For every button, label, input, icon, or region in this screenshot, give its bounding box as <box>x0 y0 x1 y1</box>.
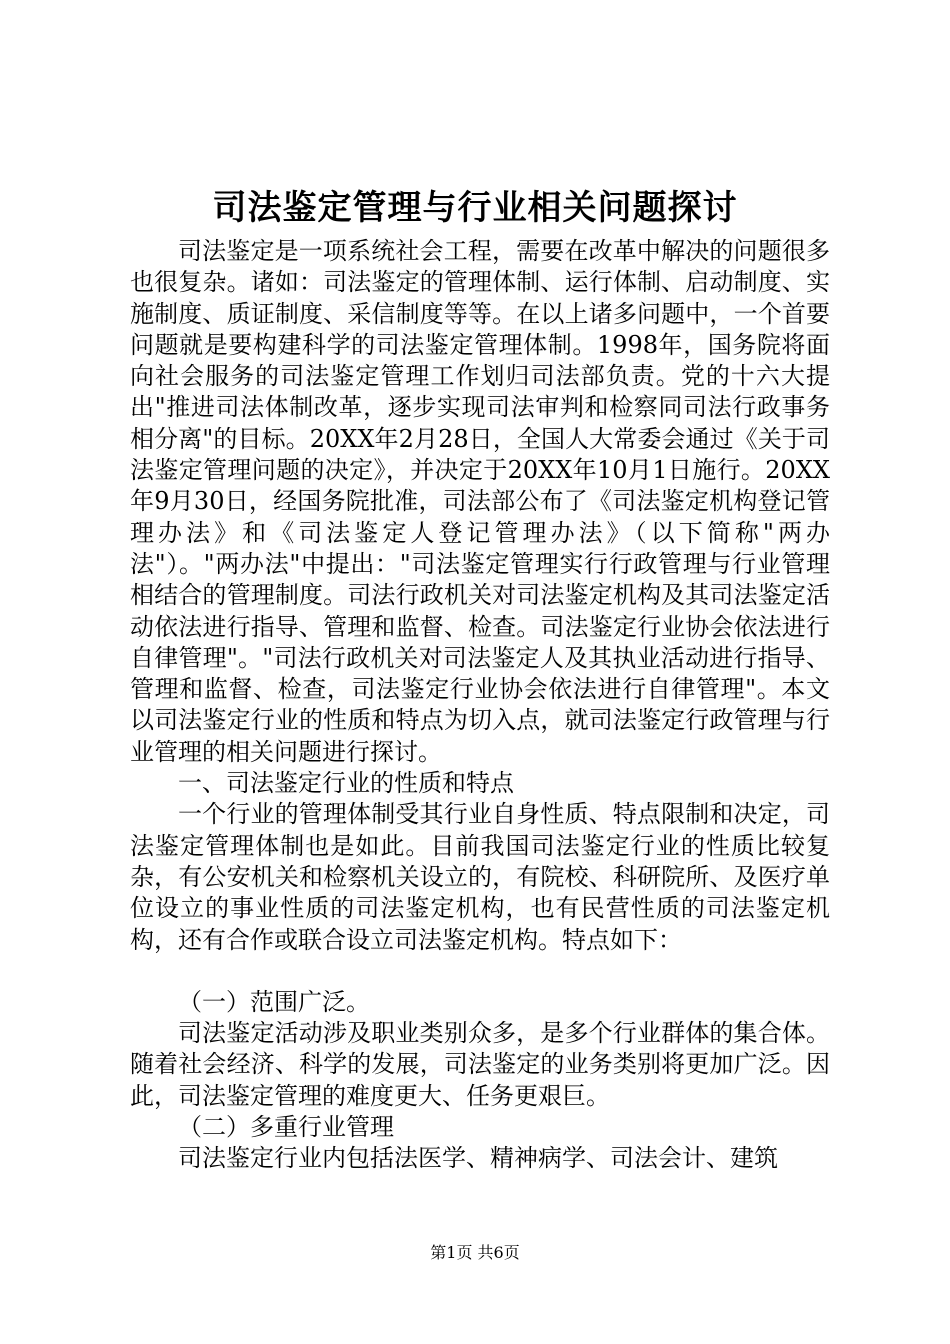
document-body <box>130 236 830 1175</box>
paragraph-nature: 一个行业的管理体制受其行业自身性质、特点限制和决定，司法鉴定管理体制也是如此。目前我国司法鉴定行业的性质比较复杂，有公安机关和检察机关设立的，有院校、科研院所、及医疗单位设立的事业性质的司法鉴定机构，也有民营性质的司法鉴定机构，还有合作或联合设立司法鉴定机构。特点如下： <box>130 800 830 954</box>
page-number-footer: 第1页 共6页 <box>430 1243 520 1262</box>
section-heading-1: 一、司法鉴定行业的性质和特点 <box>178 769 514 798</box>
paragraph-scope: 司法鉴定活动涉及职业类别众多，是多个行业群体的集合体。随着社会经济、科学的发展，司法鉴定的业务类别将更加广泛。因此，司法鉴定管理的难度更大、任务更艰巨。 <box>130 1019 830 1110</box>
document-title: 司法鉴定管理与行业相关问题探讨 <box>212 188 738 228</box>
paragraph-intro: 司法鉴定是一项系统社会工程，需要在改革中解决的问题很多也很复杂。诸如：司法鉴定的管理体制、运行体制、启动制度、实施制度、质证制度、采信制度等等。在以上诸多问题中，一个首要问题就是要构建科学的司法鉴定管理体制。1998年，国务院将面向社会服务的司法鉴定管理工作划归司法部负责。党的十六大提出"推进司法体制改革，逐步实现司法审判和检察同司法行政事务相分离"的目标。20XX年2月28日，全国人大常委会通过《关于司法鉴定管理问题的决定》，并决定于20XX年10月1日施行。20XX年9月30日，经国务院批准，司法部公布了《司法鉴定机构登记管理办法》和《司法鉴定人登记管理办法》（以下简称"两办法"）。"两办法"中提出："司法鉴定管理实行行政管理与行业管理相结合的管理制度。司法行政机关对司法鉴定机构及其司法鉴定活动依法进行指导、管理和监督、检查。司法鉴定行业协会依法进行自律管理"。"司法行政机关对司法鉴定人及其执业活动进行指导、管理和监督、检查，司法鉴定行业协会依法进行自律管理"。本文以司法鉴定行业的性质和特点为切入点，就司法鉴定行政管理与行业管理的相关问题进行探讨。 <box>130 237 830 766</box>
paragraph-multiple-management: 司法鉴定行业内包括法医学、精神病学、司法会计、建筑 <box>178 1144 778 1173</box>
subheading-scope: （一）范围广泛。 <box>178 987 370 1016</box>
subheading-multiple-management: （二）多重行业管理 <box>178 1113 394 1142</box>
